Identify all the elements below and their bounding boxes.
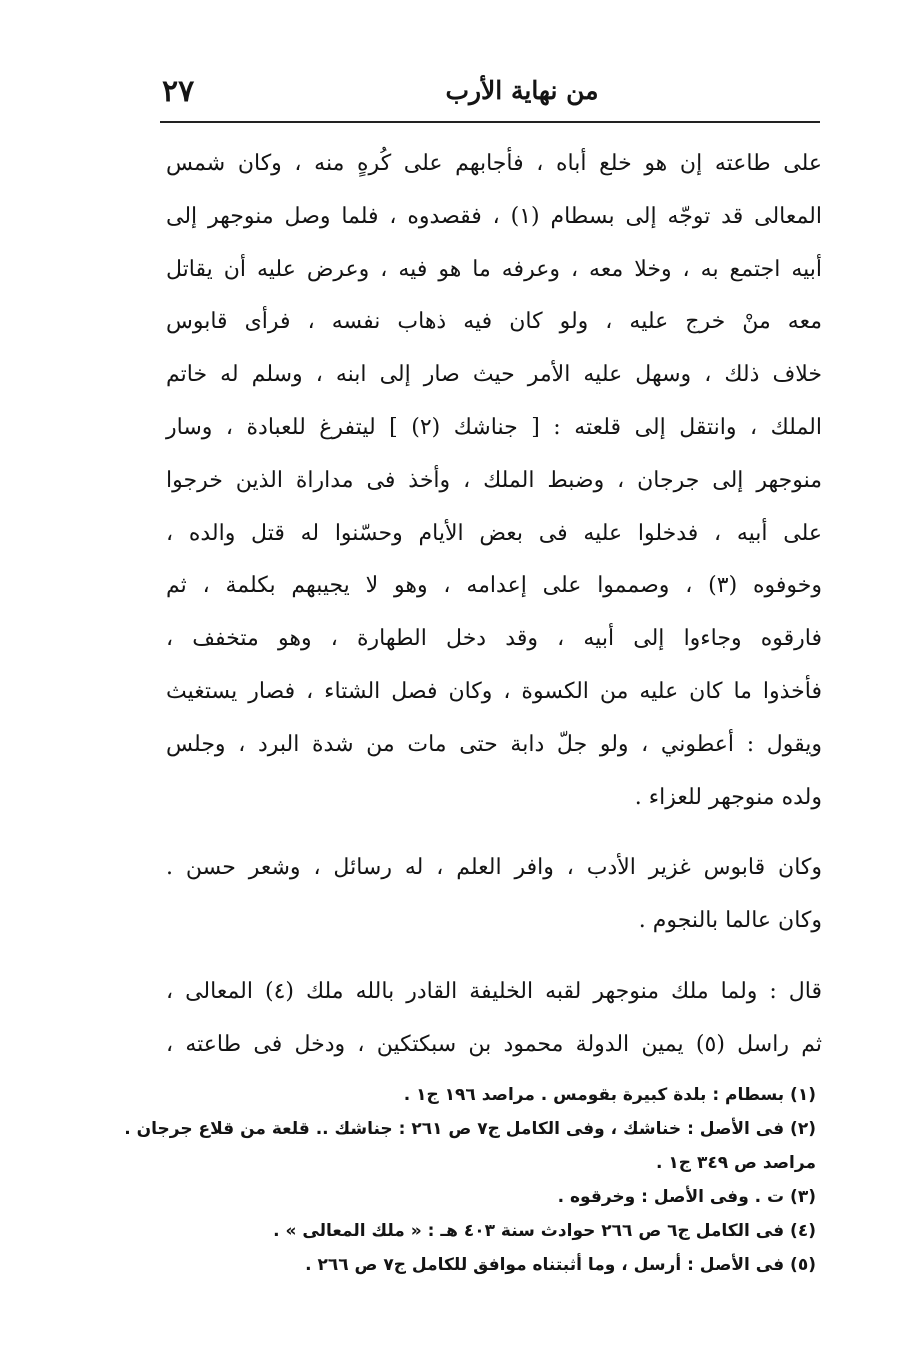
footnote: (١) بسطام : بلدة كبيرة بقومس . مراصد ١٩٦ ج١ . bbox=[403, 1085, 816, 1105]
running-header bbox=[162, 72, 822, 116]
text-line: قال : ولما ملك منوجهر لقبه الخليفة القادر بالله ملك (٤) المعالى ، bbox=[166, 978, 822, 1004]
text-line: خلاف ذلك ، وسهل عليه الأمر حيث صار إلى ابنه ، وسلم له خاتم bbox=[166, 362, 822, 388]
text-line: المعالى قد توجّه إلى بسطام (١) ، فقصدوه ، فلما وصل منوجهر إلى bbox=[166, 203, 822, 229]
text-line: الملك ، وانتقل إلى قلعته : [ جناشك (٢) ] ليتفرغ للعبادة ، وسار bbox=[166, 414, 822, 440]
footnote: (٣) ت . وفى الأصل : وخرقوه . bbox=[557, 1187, 816, 1207]
text-line: فارقوه وجاءوا إلى أبيه ، وقد دخل الطهارة ، وهو متخفف ، bbox=[166, 626, 822, 652]
text-line: على طاعته إن هو خلع أباه ، فأجابهم على كُرهٍ منه ، وكان شمس bbox=[166, 151, 822, 176]
text-line: ولده منوجهر للعزاء . bbox=[634, 784, 822, 810]
running-title: من نهاية الأرب bbox=[445, 76, 599, 105]
paragraph bbox=[166, 966, 822, 1072]
footnote: (٤) فى الكامل ج٦ ص ٢٦٦ حوادث سنة ٤٠٣ هـ : « ملك المعالى » . bbox=[273, 1221, 816, 1241]
footnote: (٢) فى الأصل : خناشك ، وفى الكامل ج٧ ص ٢٦١ : جناشك .. قلعة من قلاع جرجان . bbox=[124, 1119, 816, 1139]
text-line: أبيه اجتمع به ، وخلا معه ، وعرفه ما هو فيه ، وعرض عليه أن يقاتل bbox=[166, 256, 822, 282]
text-line: على أبيه ، فدخلوا عليه فى بعض الأيام وحسّنوا له قتل والده ، bbox=[166, 520, 822, 546]
text-line: وكان قابوس غزير الأدب ، وافر العلم ، له رسائل ، وشعر حسن . bbox=[166, 855, 822, 881]
page-number: ٢٧ bbox=[162, 74, 195, 109]
paragraph-gap bbox=[166, 948, 822, 966]
footnotes bbox=[124, 1078, 816, 1282]
main-text bbox=[166, 138, 822, 1072]
text-line: وخوفوه (٣) ، وصمموا على إعدامه ، وهو لا يجيبهم بكلمة ، ثم bbox=[166, 573, 822, 599]
footnote: (٥) فى الأصل : أرسل ، وما أثبتناه موافق للكامل ج٧ ص ٢٦٦ . bbox=[305, 1255, 816, 1275]
text-line: ويقول : أعطوني ، ولو جلّ دابة حتى مات من شدة البرد ، وجلس bbox=[166, 731, 822, 757]
paragraph bbox=[166, 138, 822, 824]
text-line: فأخذوا ما كان عليه من الكسوة ، وكان فصل الشتاء ، فصار يستغيث bbox=[166, 678, 822, 704]
text-line: معه منْ خرج عليه ، ولو كان فيه ذهاب نفسه ، فرأى قابوس bbox=[166, 309, 822, 335]
text-line: ثم راسل (٥) يمين الدولة محمود بن سبكتكين ، ودخل فى طاعته ، bbox=[166, 1031, 822, 1057]
footnote-continuation: مراصد ص ٣٤٩ ج١ . bbox=[656, 1153, 816, 1173]
text-line: وكان عالما بالنجوم . bbox=[638, 908, 822, 934]
header-rule bbox=[160, 121, 820, 123]
paragraph bbox=[166, 842, 822, 948]
text-line: منوجهر إلى جرجان ، وضبط الملك ، وأخذ فى مداراة الذين خرجوا bbox=[166, 467, 822, 493]
paragraph-gap bbox=[166, 824, 822, 842]
